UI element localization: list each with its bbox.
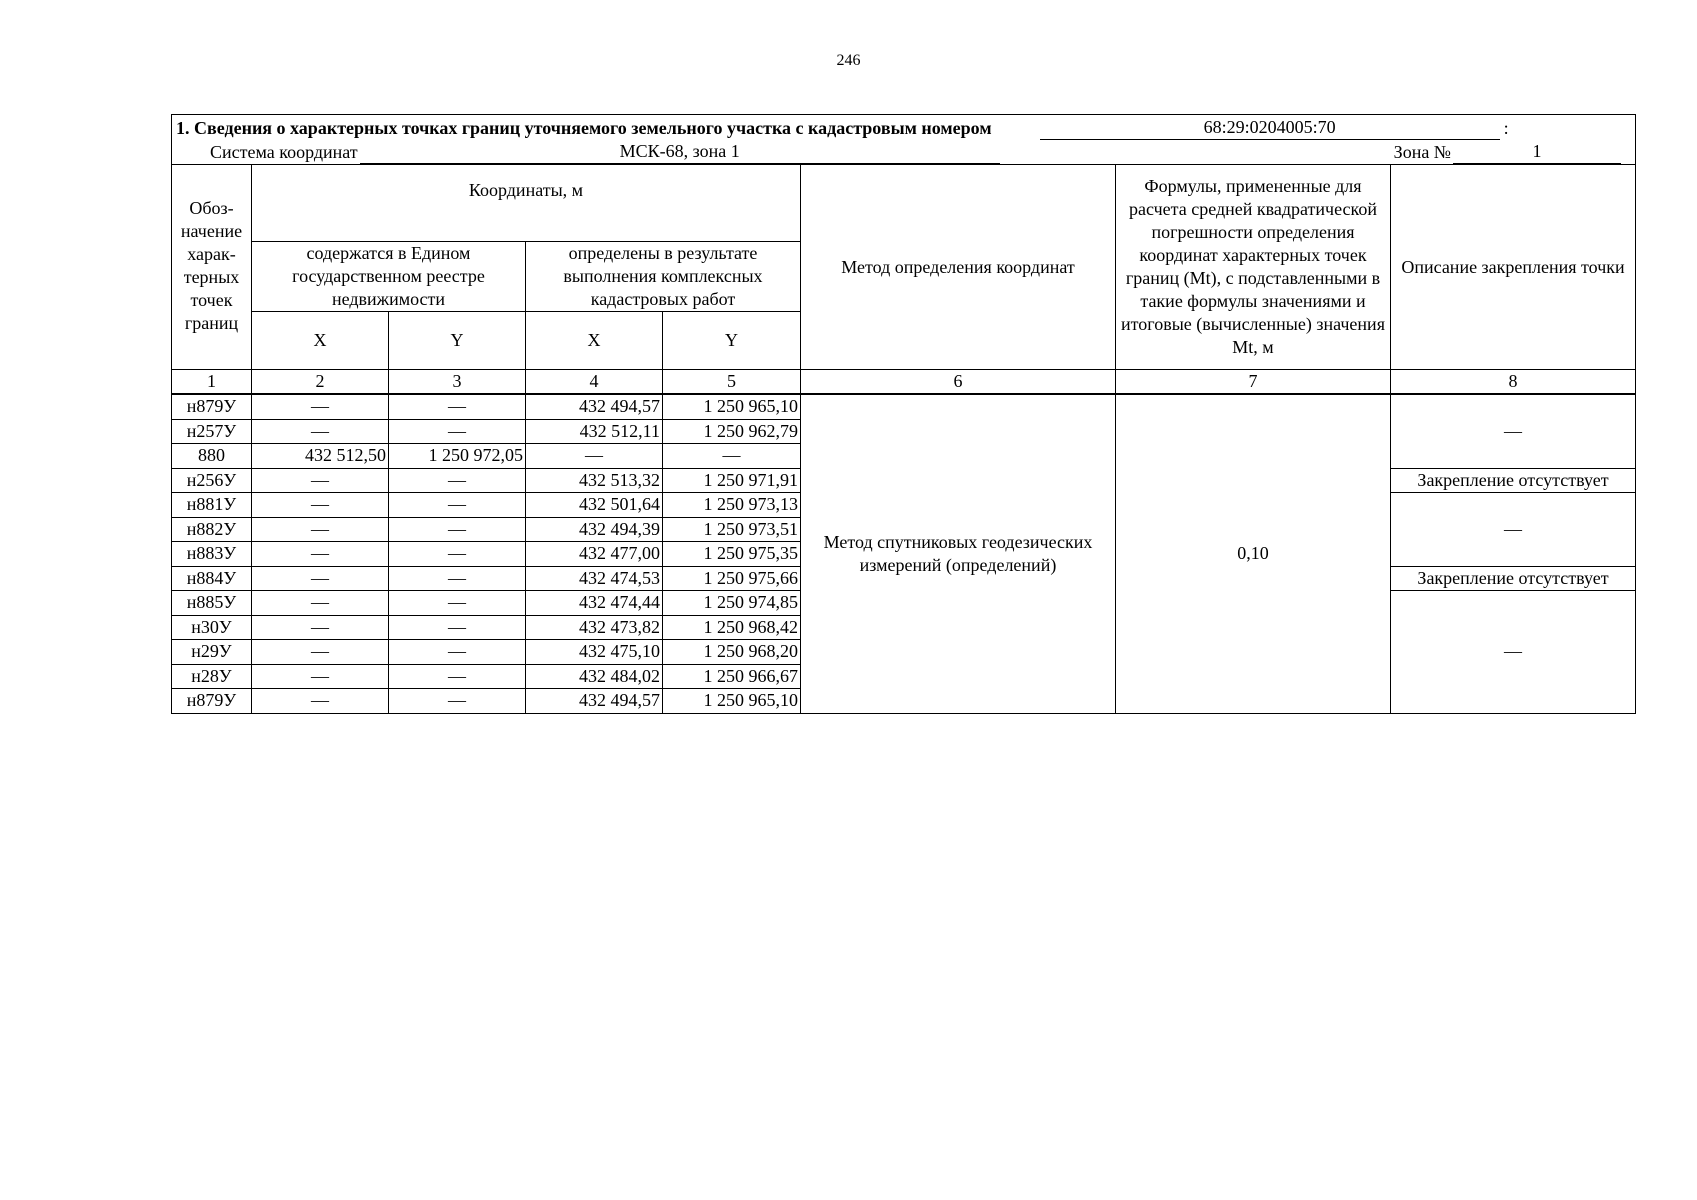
y-egrn-cell: — bbox=[389, 566, 526, 591]
point-cell: н879У bbox=[172, 394, 252, 419]
header-from-ckr: определены в результате выполнения комплексных кадастровых работ bbox=[526, 242, 801, 312]
point-cell: н881У bbox=[172, 493, 252, 518]
point-cell: н257У bbox=[172, 419, 252, 444]
x-ckr-cell: 432 484,02 bbox=[526, 664, 663, 689]
header-in-egrn: содержатся в Едином государственном реестре недвижимости bbox=[252, 242, 526, 312]
zone-label: Зона № bbox=[1393, 142, 1451, 162]
y-egrn-cell: — bbox=[389, 615, 526, 640]
description-cell: — bbox=[1391, 591, 1636, 714]
x-egrn-cell: — bbox=[252, 566, 389, 591]
x-ckr-cell: 432 477,00 bbox=[526, 542, 663, 567]
y-egrn-cell: — bbox=[389, 419, 526, 444]
x-egrn-cell: — bbox=[252, 640, 389, 665]
y-ckr-cell: 1 250 962,79 bbox=[663, 419, 801, 444]
point-cell: н884У bbox=[172, 566, 252, 591]
y-ckr-cell: 1 250 973,51 bbox=[663, 517, 801, 542]
point-cell: н29У bbox=[172, 640, 252, 665]
zone-value: 1 bbox=[1453, 140, 1621, 164]
point-cell: н885У bbox=[172, 591, 252, 616]
coord-system-label: Система координат bbox=[210, 142, 358, 162]
y-egrn-cell: — bbox=[389, 689, 526, 714]
header-y-ckr: Y bbox=[663, 312, 801, 370]
header-method: Метод определения координат bbox=[801, 165, 1116, 370]
section-title: 1. Сведения о характерных точках границ уточняемого земельного участка с кадастровым номером bbox=[176, 118, 992, 138]
x-ckr-cell: 432 475,10 bbox=[526, 640, 663, 665]
point-cell: н883У bbox=[172, 542, 252, 567]
y-ckr-cell: 1 250 968,20 bbox=[663, 640, 801, 665]
description-cell: — bbox=[1391, 394, 1636, 468]
description-cell: Закрепление отсутствует bbox=[1391, 468, 1636, 493]
point-cell: н256У bbox=[172, 468, 252, 493]
x-ckr-cell: 432 494,57 bbox=[526, 689, 663, 714]
x-ckr-cell: 432 474,44 bbox=[526, 591, 663, 616]
y-ckr-cell: 1 250 965,10 bbox=[663, 394, 801, 419]
y-ckr-cell: — bbox=[663, 444, 801, 469]
y-egrn-cell: — bbox=[389, 664, 526, 689]
x-ckr-cell: 432 494,57 bbox=[526, 394, 663, 419]
header-y-egrn: Y bbox=[389, 312, 526, 370]
y-ckr-cell: 1 250 973,13 bbox=[663, 493, 801, 518]
x-ckr-cell: 432 494,39 bbox=[526, 517, 663, 542]
y-ckr-cell: 1 250 974,85 bbox=[663, 591, 801, 616]
description-cell: Закрепление отсутствует bbox=[1391, 566, 1636, 591]
column-number: 3 bbox=[389, 370, 526, 395]
column-number: 2 bbox=[252, 370, 389, 395]
x-egrn-cell: — bbox=[252, 689, 389, 714]
x-egrn-cell: 432 512,50 bbox=[252, 444, 389, 469]
point-cell: н30У bbox=[172, 615, 252, 640]
header-designation: Обоз-начение харак-терных точек границ bbox=[172, 165, 252, 370]
y-ckr-cell: 1 250 975,35 bbox=[663, 542, 801, 567]
x-egrn-cell: — bbox=[252, 591, 389, 616]
column-number: 4 bbox=[526, 370, 663, 395]
method-cell: Метод спутниковых геодезических измерений (определений) bbox=[801, 394, 1116, 713]
point-cell: н28У bbox=[172, 664, 252, 689]
column-number-row bbox=[172, 370, 1636, 395]
y-ckr-cell: 1 250 965,10 bbox=[663, 689, 801, 714]
y-egrn-cell: — bbox=[389, 394, 526, 419]
x-egrn-cell: — bbox=[252, 542, 389, 567]
y-egrn-cell: — bbox=[389, 493, 526, 518]
column-number: 5 bbox=[663, 370, 801, 395]
x-ckr-cell: 432 512,11 bbox=[526, 419, 663, 444]
boundary-points-table bbox=[171, 114, 1636, 714]
x-egrn-cell: — bbox=[252, 493, 389, 518]
caption-colon: : bbox=[1503, 118, 1509, 138]
table-caption bbox=[172, 115, 1636, 165]
table-row bbox=[172, 394, 1636, 419]
point-cell: н879У bbox=[172, 689, 252, 714]
page-number: 246 bbox=[836, 52, 861, 69]
column-number: 6 bbox=[801, 370, 1116, 395]
description-cell: — bbox=[1391, 493, 1636, 567]
point-cell: 880 bbox=[172, 444, 252, 469]
header-coordinates: Координаты, м bbox=[252, 165, 801, 242]
y-ckr-cell: 1 250 968,42 bbox=[663, 615, 801, 640]
column-number: 1 bbox=[172, 370, 252, 395]
header-description: Описание закрепления точки bbox=[1391, 165, 1636, 370]
column-number: 8 bbox=[1391, 370, 1636, 395]
y-egrn-cell: — bbox=[389, 640, 526, 665]
x-ckr-cell: — bbox=[526, 444, 663, 469]
y-ckr-cell: 1 250 975,66 bbox=[663, 566, 801, 591]
cadastral-number: 68:29:0204005:70 bbox=[1040, 116, 1500, 140]
x-egrn-cell: — bbox=[252, 419, 389, 444]
x-ckr-cell: 432 501,64 bbox=[526, 493, 663, 518]
coord-system-value: МСК-68, зона 1 bbox=[360, 140, 1000, 164]
y-egrn-cell: — bbox=[389, 542, 526, 567]
x-ckr-cell: 432 513,32 bbox=[526, 468, 663, 493]
x-egrn-cell: — bbox=[252, 517, 389, 542]
point-cell: н882У bbox=[172, 517, 252, 542]
y-ckr-cell: 1 250 971,91 bbox=[663, 468, 801, 493]
y-egrn-cell: — bbox=[389, 468, 526, 493]
y-ckr-cell: 1 250 966,67 bbox=[663, 664, 801, 689]
mt-value-cell: 0,10 bbox=[1116, 394, 1391, 713]
x-ckr-cell: 432 474,53 bbox=[526, 566, 663, 591]
y-egrn-cell: — bbox=[389, 517, 526, 542]
x-egrn-cell: — bbox=[252, 468, 389, 493]
x-egrn-cell: — bbox=[252, 394, 389, 419]
x-egrn-cell: — bbox=[252, 615, 389, 640]
header-x-egrn: X bbox=[252, 312, 389, 370]
column-number: 7 bbox=[1116, 370, 1391, 395]
y-egrn-cell: — bbox=[389, 591, 526, 616]
header-formulas: Формулы, примененные для расчета средней квадратической погрешности определения координат характерных точек границ (Mt), с подставленными в такие формулы значениями и итоговые (вычисленные) значения Mt, м bbox=[1116, 165, 1391, 370]
y-egrn-cell: 1 250 972,05 bbox=[389, 444, 526, 469]
header-x-ckr: X bbox=[526, 312, 663, 370]
x-egrn-cell: — bbox=[252, 664, 389, 689]
x-ckr-cell: 432 473,82 bbox=[526, 615, 663, 640]
